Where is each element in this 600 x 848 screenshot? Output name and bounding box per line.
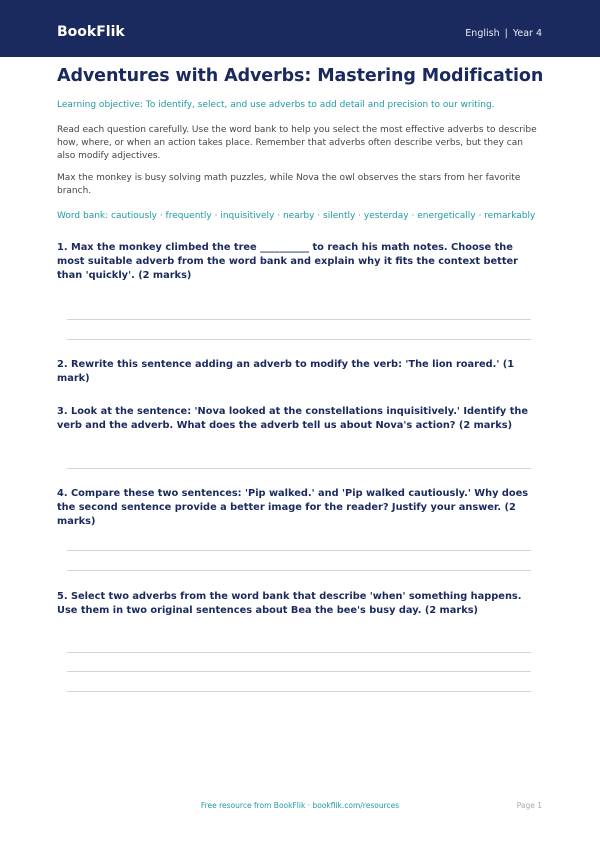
answer-line[interactable] — [67, 319, 531, 320]
answer-line[interactable] — [67, 468, 531, 469]
word-bank: Word bank: cautiously · frequently · inquisitively · nearby · silently · yesterday · energetically · remarkably — [57, 211, 536, 221]
answer-line[interactable] — [67, 339, 531, 340]
footer-text[interactable]: Free resource from BookFlik · bookflik.com/resources — [200, 801, 400, 810]
question-5: 5. Select two adverbs from the word bank that describe 'when' something happens. Use them in two original sentences about Bea the bee's busy day. (2 marks) — [57, 591, 522, 616]
answer-line[interactable] — [67, 671, 531, 672]
answer-line[interactable] — [67, 691, 531, 692]
instructions-text: Read each question carefully. Use the word bank to help you select the most effective adverbs to describe how, where, or when an action takes place. Remember that adverbs often describe verbs, but they can also modify adjectives. — [57, 125, 537, 161]
brand-logo[interactable]: BookFlik — [57, 24, 125, 40]
header-meta — [465, 28, 542, 39]
learning-objective: Learning objective: To identify, select, and use adverbs to add detail and precision to our writing. — [57, 100, 495, 110]
year-label: Year 4 — [512, 28, 542, 39]
question-1: 1. Max the monkey climbed the tree __________ to reach his math notes. Choose the most suitable adverb from the word bank and explain why it fits the context better than 'quickly'. (2 marks) — [57, 242, 518, 281]
context-text: Max the monkey is busy solving math puzzles, while Nova the owl observes the stars from her favorite branch. — [57, 173, 521, 196]
answer-line[interactable] — [67, 570, 531, 571]
question-4: 4. Compare these two sentences: 'Pip walked.' and 'Pip walked cautiously.' Why does the second sentence provide a better image for the reader? Justify your answer. (2 marks) — [57, 488, 529, 527]
header-bar — [0, 0, 600, 57]
subject-label: English — [465, 28, 500, 39]
question-2: 2. Rewrite this sentence adding an adverb to modify the verb: 'The lion roared.' (1 mark) — [57, 359, 515, 384]
question-3: 3. Look at the sentence: 'Nova looked at the constellations inquisitively.' Identify the verb and the adverb. What does the adverb tell us about Nova's action? (2 marks) — [57, 406, 529, 431]
page-title: Adventures with Adverbs: Mastering Modification — [57, 66, 544, 86]
page-number: Page 1 — [516, 801, 542, 810]
header-separator: | — [504, 28, 508, 39]
answer-line[interactable] — [67, 652, 531, 653]
answer-line[interactable] — [67, 550, 531, 551]
